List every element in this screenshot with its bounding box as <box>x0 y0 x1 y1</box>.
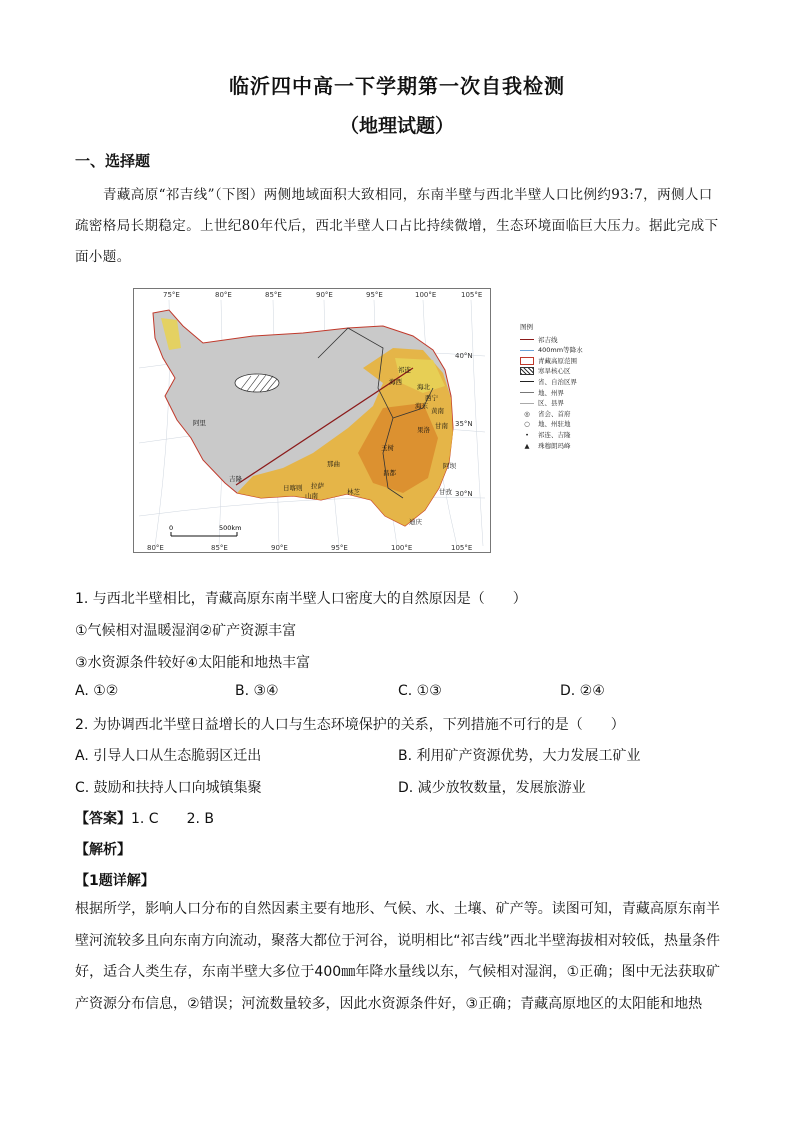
detail-text: 根据所学，影响人口分布的自然因素主要有地形、气候、水、土壤、矿产等。读图可知，青藏高原东南半壁河流较多且向东南方向流动，聚落大都位于河谷，说明相比“祁吉线”西北半壁海拔相对较低，热量条件好，适合人类生存，东南半壁大多位于400㎜年降水量线以东，气候相对湿润，①正确；图中无法获取矿产资源分布信息，②错误；河流数量较多，因此水资源条件好，③正确；青藏高原地区的太阳能和地热 <box>75 901 720 1012</box>
place-label: 拉萨 <box>311 482 324 490</box>
q2-option-a[interactable]: A. 引导人口从生态脆弱区迁出 <box>75 748 262 764</box>
place-label: 黄南 <box>431 407 444 415</box>
legend-item: 地、州界 <box>520 388 620 399</box>
q2-option-c[interactable]: C. 鼓励和扶持人口向城镇集聚 <box>75 780 262 796</box>
place-label: 那曲 <box>327 460 340 468</box>
place-label: 祁连 <box>398 366 411 374</box>
map-svg <box>133 288 491 553</box>
legend-item: 区、县界 <box>520 398 620 409</box>
legend-item: ◎ 省会、首府 <box>524 409 571 418</box>
q2-option-b[interactable]: B. 利用矿产资源优势，大力发展工矿业 <box>398 748 641 764</box>
place-label: 吉隆 <box>229 475 242 483</box>
svg-text:0: 0 <box>169 524 174 532</box>
tick-label: 100°E <box>415 291 437 299</box>
place-label: 甘孜 <box>439 488 452 496</box>
answer-line <box>75 808 214 828</box>
q1-line2: ③水资源条件较好④太阳能和地热丰富 <box>75 655 311 671</box>
analysis-label: 【解析】 <box>75 842 131 858</box>
place-label: 海北 <box>417 383 430 391</box>
legend-item: 寒旱核心区 <box>520 366 620 377</box>
q2-stem: 2. 为协调西北半壁日益增长的人口与生态环境保护的关系，下列措施不可行的是（ ） <box>75 717 625 733</box>
legend-item: 省、自治区界 <box>520 377 620 388</box>
tick-label: 90°E <box>316 291 333 299</box>
place-label: 日喀则 <box>283 484 303 492</box>
q1-option-b[interactable]: B. ③④ <box>235 683 279 699</box>
legend-item: 青藏高原范围 <box>520 356 620 367</box>
svg-text:500km: 500km <box>219 524 242 532</box>
legend-item: 祁吉线 <box>520 335 620 346</box>
tick-label: 100°E <box>391 544 413 552</box>
tick-label: 105°E <box>461 291 483 299</box>
qinghai-tibet-map <box>133 288 491 553</box>
q2-option-d[interactable]: D. 减少放牧数量，发展旅游业 <box>398 780 586 796</box>
answer-text: 1. C 2. B <box>131 811 214 827</box>
intro-paragraph: 青藏高原“祁吉线”（下图）两侧地域面积大致相同，东南半壁与西北半壁人口比例约93:7，两侧人口疏密格局长期稳定。上世纪80年代后，西北半壁人口占比持续微增，生态环境面临巨大压力。据此完成下面小题。 <box>75 187 719 265</box>
q1-option-d[interactable]: D. ②④ <box>560 683 605 699</box>
detail-label: 【1题详解】 <box>75 873 155 889</box>
page-subtitle: （地理试题） <box>339 115 454 137</box>
page-title: 临沂四中高一下学期第一次自我检测 <box>229 74 565 98</box>
tick-label: 105°E <box>451 544 473 552</box>
place-label: 林芝 <box>347 488 360 496</box>
place-label: 海西 <box>389 378 402 386</box>
place-label: 迪庆 <box>409 518 422 526</box>
tick-label: 95°E <box>331 544 348 552</box>
place-label: 山南 <box>305 492 318 500</box>
tick-label: 85°E <box>211 544 228 552</box>
q1-option-a[interactable]: A. ①② <box>75 683 119 699</box>
legend-block <box>520 322 620 451</box>
place-label: 昌都 <box>383 469 396 477</box>
place-label: 海东 <box>415 402 428 410</box>
answer-label: 【答案】 <box>75 811 131 827</box>
tick-label: 95°E <box>366 291 383 299</box>
q1-option-c[interactable]: C. ①③ <box>398 683 442 699</box>
tick-label: 75°E <box>163 291 180 299</box>
tick-label: 35°N <box>455 420 473 428</box>
place-label: 甘南 <box>435 422 448 430</box>
section-heading: 一、选择题 <box>75 152 151 170</box>
legend-title: 图例 <box>520 323 533 331</box>
legend-item: 400mm等降水 <box>520 345 620 356</box>
tick-label: 85°E <box>265 291 282 299</box>
legend-item: ▲ 珠穆朗玛峰 <box>524 441 571 450</box>
place-label: 西宁 <box>425 394 438 402</box>
tick-label: 80°E <box>215 291 232 299</box>
q1-line1: ①气候相对温暖湿润②矿产资源丰富 <box>75 623 297 639</box>
place-label: 阿里 <box>193 419 206 427</box>
tick-label: 30°N <box>455 490 473 498</box>
legend-item: ○ 地、州驻地 <box>524 420 571 429</box>
place-label: 阿坝 <box>443 462 456 470</box>
q1-stem: 1. 与西北半壁相比，青藏高原东南半壁人口密度大的自然原因是（ ） <box>75 591 527 607</box>
legend-item: • 祁连、吉隆 <box>525 430 571 439</box>
tick-label: 90°E <box>271 544 288 552</box>
tick-label: 40°N <box>455 352 473 360</box>
place-label: 玉树 <box>381 444 394 452</box>
place-label: 果洛 <box>417 426 430 434</box>
tick-label: 80°E <box>147 544 164 552</box>
